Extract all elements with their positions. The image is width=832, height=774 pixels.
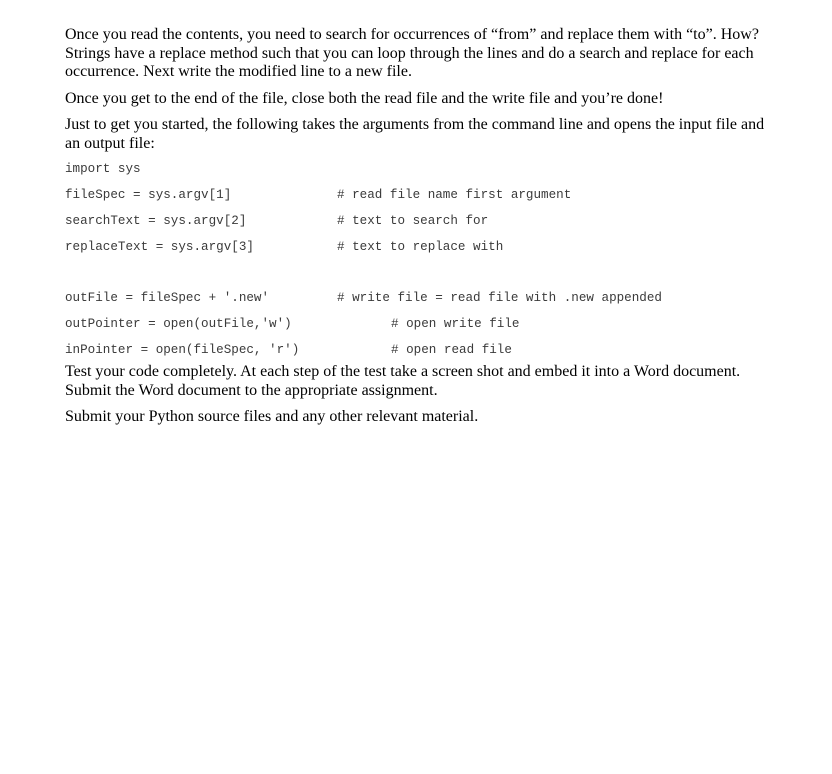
code-comment: # open write file: [391, 317, 520, 331]
code-text: inPointer = open(fileSpec, 'r'): [65, 343, 300, 357]
code-line-replacetext: [65, 239, 775, 265]
paragraph-test-code: Test your code completely. At each step of the test take a screen shot and embed it into a Word document. Submit the Word document to the appropriate assignment.: [65, 363, 741, 399]
code-comment: # text to search for: [337, 214, 489, 228]
code-comment: # open read file: [391, 343, 512, 357]
code-line-outpointer: [65, 316, 775, 342]
code-line-filespec: [65, 187, 775, 213]
code-block: [65, 161, 775, 368]
code-text: replaceText = sys.argv[3]: [65, 240, 254, 254]
paragraph-getting-started: Just to get you started, the following takes the arguments from the command line and opens the input file and an output file:: [65, 116, 765, 152]
code-text: searchText = sys.argv[2]: [65, 214, 247, 228]
code-line-import: [65, 161, 775, 187]
code-text: fileSpec = sys.argv[1]: [65, 188, 232, 202]
code-line-outfile: [65, 290, 775, 316]
paragraph-close-files: Once you get to the end of the file, close both the read file and the write file and you’re done!: [65, 89, 664, 107]
code-comment: # text to replace with: [337, 240, 504, 254]
code-line-searchtext: [65, 213, 775, 239]
code-text: outFile = fileSpec + '.new': [65, 291, 270, 305]
code-comment: # read file name first argument: [337, 188, 572, 202]
blank-line: [65, 265, 775, 290]
code-text: import sys: [65, 162, 141, 176]
paragraph-search-replace: Once you read the contents, you need to search for occurrences of “from” and replace them with “to”. How? Strings have a replace method such that you can loop through the lines and do a search and replace for each occurrence. Next write the modified line to a new file.: [65, 26, 759, 80]
paragraph-submit: Submit your Python source files and any other relevant material.: [65, 408, 479, 425]
document-page: [65, 26, 775, 435]
code-line-inpointer: [65, 342, 775, 368]
code-text: outPointer = open(outFile,'w'): [65, 317, 292, 331]
code-comment: # write file = read file with .new appended: [337, 291, 662, 305]
